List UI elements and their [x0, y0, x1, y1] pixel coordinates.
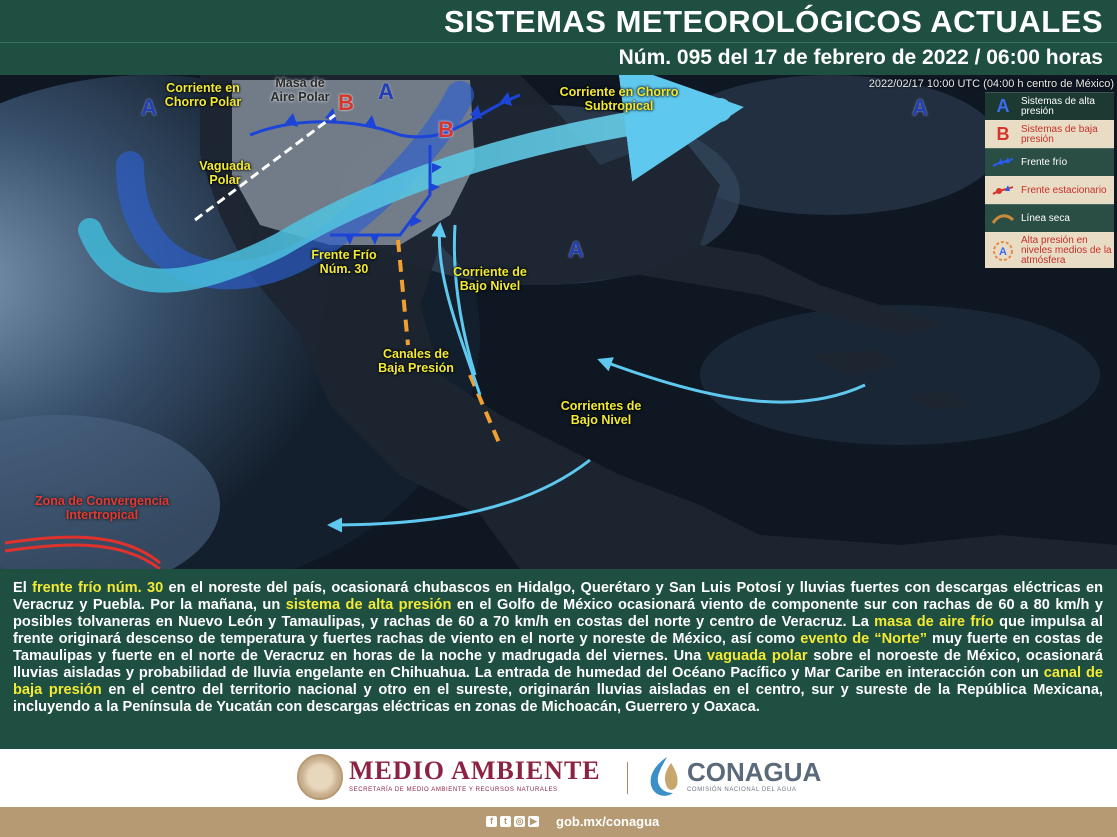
high-pressure-marker-3: A: [568, 237, 584, 262]
legend-label: Alta presión en niveles medios de la atmósfera: [1021, 234, 1112, 266]
text-segment: que impulsa al frente originará descenso de temperatura y fuertes rachas de viento en el norte y noreste de México, así como: [13, 614, 1103, 647]
text-segment: en el noreste del país, ocasionará chubascos en Hidalgo, Querétaro y San Luis Potosí y lluvias fuertes con descargas eléctricas en Veracruz y Puebla. Por la mañana, un: [13, 580, 1104, 613]
youtube-icon[interactable]: ▶: [528, 816, 539, 827]
facebook-icon[interactable]: f: [486, 816, 497, 827]
label-canales-baja-presion: Canales de Baja Presión: [378, 347, 454, 375]
conagua-subtitle: COMISIÓN NACIONAL DEL AGUA: [687, 787, 797, 793]
label-corriente-chorro-polar: Corriente en Chorro Polar: [164, 81, 242, 109]
legend-label: Sistemas de alta presión: [1021, 95, 1095, 117]
legend-item-alta-niveles-medios: [985, 232, 1114, 268]
legend-item-frente-frio: [985, 148, 1114, 176]
highlight-canal-baja: canal de baja presión: [13, 665, 1103, 698]
high-pressure-marker-1: A: [141, 95, 157, 120]
legend-b-symbol: B: [996, 124, 1010, 144]
forecast-paragraph: [13, 580, 1103, 716]
text-segment: muy fuerte en costas de Tamaulipas y fuerte en el norte de Veracruz en horas de la noche y madrugada del viernes. Una: [13, 631, 1103, 664]
label-corriente-chorro-subtropical: Corriente en Chorro Subtropical: [559, 85, 679, 113]
text-segment: en el Golfo de México ocasionará viento de componente sur con rachas de 60 a 80 km/h y posibles tolvaneras en Nuevo León y Tamaulipas, y rachas de 60 a 70 km/h en costas del norte y centro de Veracruz. La: [13, 597, 1103, 630]
legend-item-alta: [985, 92, 1114, 120]
instagram-icon[interactable]: ◎: [515, 816, 524, 826]
label-vaguada-polar: Vaguada Polar: [199, 159, 251, 187]
legend-item-linea-seca: [985, 204, 1114, 232]
highlight-frente-frio: frente frío núm. 30: [32, 580, 164, 596]
front-stationary-icon: [985, 177, 1021, 205]
medio-ambiente-subtitle: SECRETARÍA DE MEDIO AMBIENTE Y RECURSOS NATURALES: [349, 787, 558, 793]
logos-bar: [0, 749, 1117, 807]
legend-label: Sistemas de baja presión: [1021, 123, 1098, 145]
twitter-icon[interactable]: t: [500, 816, 511, 827]
front-cold-icon: [985, 149, 1021, 177]
highlight-vaguada-polar: vaguada polar: [706, 648, 808, 664]
footer-url-link[interactable]: gob.mx/conagua: [556, 814, 660, 829]
label-zona-convergencia: Zona de Convergencia Intertropical: [34, 494, 170, 522]
highlight-evento-norte: evento de “Norte”: [800, 631, 928, 647]
satellite-map: [0, 75, 1117, 569]
social-icons: [486, 816, 539, 827]
label-frente-frio: Frente Frío Núm. 30: [311, 248, 377, 276]
high-mid-level-icon: [985, 237, 1021, 265]
logo-divider: [627, 762, 628, 794]
legend-label: Frente estacionario: [1021, 184, 1107, 196]
legend-a-symbol: A: [996, 96, 1010, 116]
conagua-logo: CONAGUA: [687, 757, 822, 787]
header-banner: [0, 0, 1117, 75]
medio-ambiente-logo: MEDIO AMBIENTE: [349, 756, 601, 785]
text-segment: El: [13, 580, 33, 596]
text-segment: en el centro del territorio nacional y otro en el sureste, originarán lluvias aisladas en el centro, sur y sureste de la República Mexicana, incluyendo a la Península de Yucatán con descargas eléctricas en zonas de Michoacán, Guerrero y Oaxaca.: [13, 682, 1103, 715]
highlight-masa-aire: masa de aire frío: [874, 614, 994, 630]
map-legend: [985, 92, 1114, 268]
legend-label: Línea seca: [1021, 212, 1070, 224]
low-pressure-marker-2: B: [438, 117, 454, 142]
legend-item-frente-estacionario: [985, 176, 1114, 204]
national-seal-icon: [297, 754, 343, 800]
page-title: SISTEMAS METEOROLÓGICOS ACTUALES: [444, 4, 1103, 39]
map-timestamp: 2022/02/17 10:00 UTC (04:00 h centro de México): [868, 78, 1114, 90]
low-pressure-marker-1: B: [338, 90, 354, 115]
bulletin-subtitle: Núm. 095 del 17 de febrero de 2022 / 06:00 horas: [618, 46, 1103, 69]
dry-line-icon: [985, 205, 1021, 233]
text-segment: sobre el noroeste de México, ocasionará lluvias aisladas y probabilidad de lluvia engelante en Chihuahua. La entrada de humedad del Océano Pacífico y Mar Caribe en interacción con un: [13, 648, 1103, 681]
label-masa-aire-polar: Masa de Aire Polar: [270, 76, 330, 104]
legend-item-baja: [985, 120, 1114, 148]
high-pressure-marker-2: A: [378, 79, 394, 104]
svg-text:A: A: [999, 245, 1007, 258]
highlight-alta-presion: sistema de alta presión: [285, 597, 452, 613]
high-pressure-marker-4: A: [912, 95, 928, 120]
label-corriente-bajo-nivel: Corriente de Bajo Nivel: [453, 265, 527, 293]
conagua-drop-icon: [645, 755, 681, 799]
forecast-description: [0, 569, 1117, 749]
footer-bar: [0, 807, 1117, 837]
legend-label: Frente frío: [1021, 156, 1068, 168]
header-divider: [0, 42, 1117, 43]
label-corrientes-bajo-nivel: Corrientes de Bajo Nivel: [560, 399, 642, 427]
